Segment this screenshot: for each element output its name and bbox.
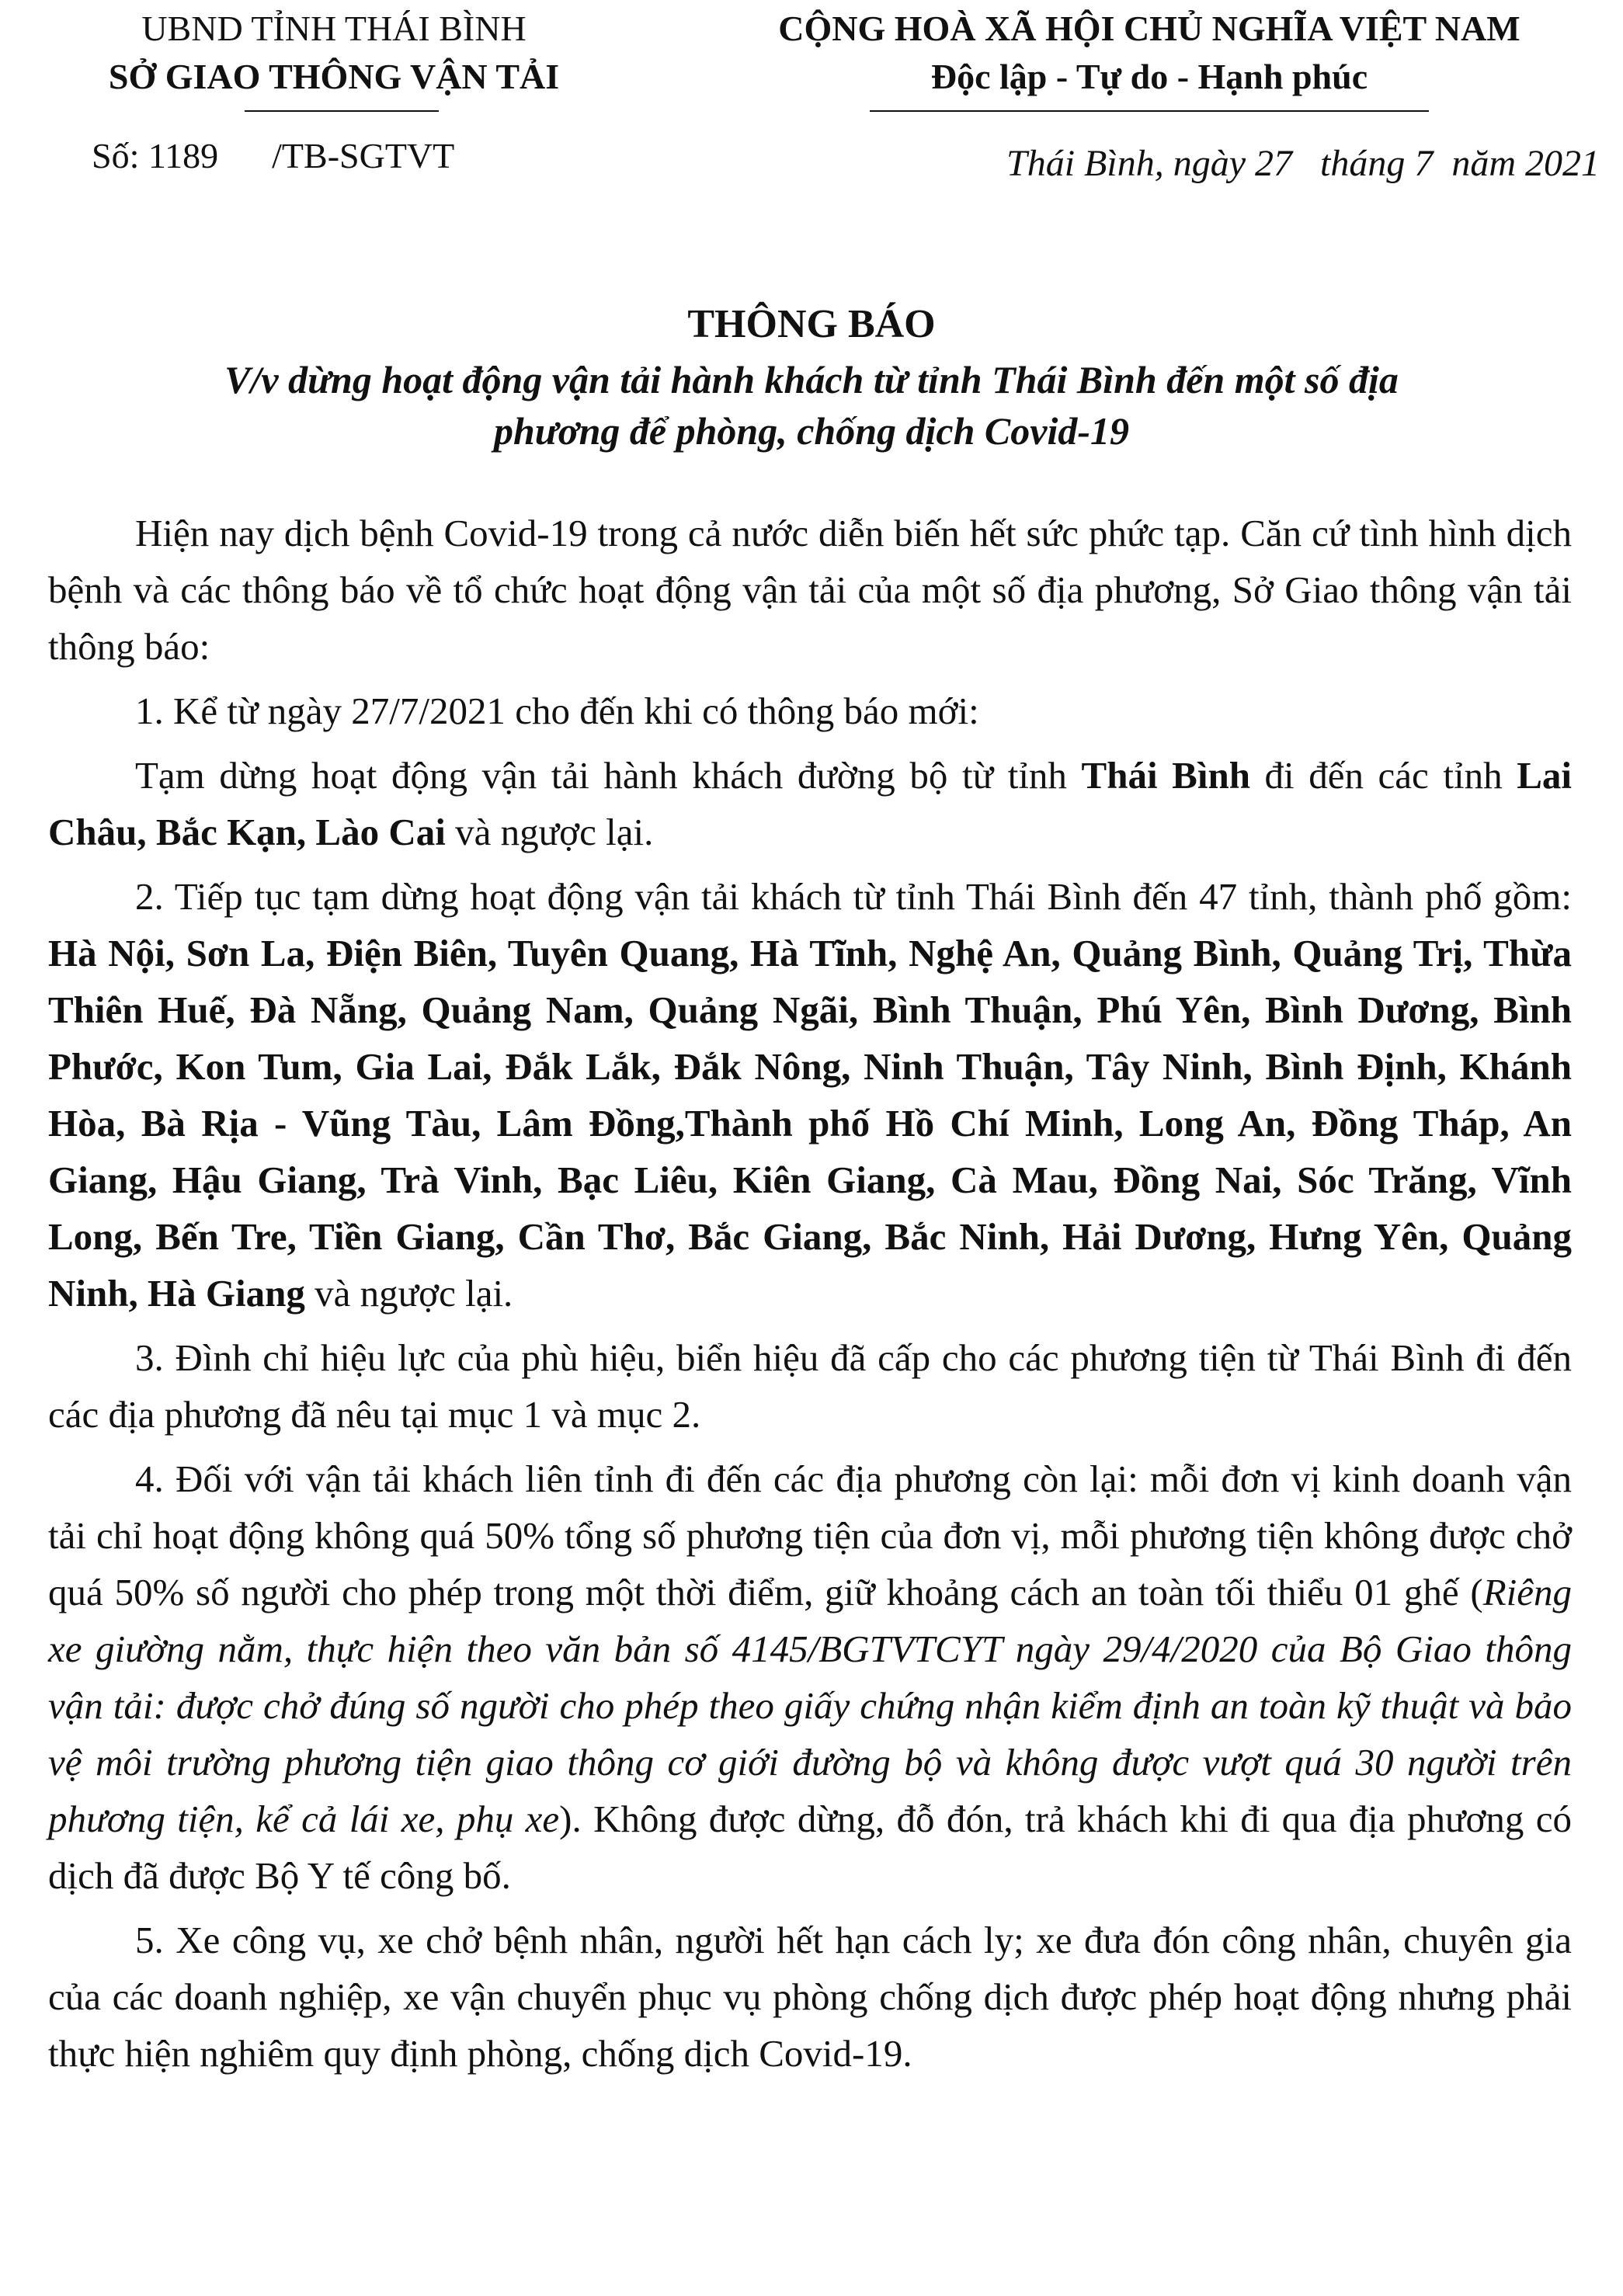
item-1-heading: 1. Kể từ ngày 27/7/2021 cho đến khi có thông báo mới: (135, 689, 979, 732)
document-number: Số: 1189 /TB-SGTVT (92, 136, 455, 175)
item-1-text-e: và ngược lại. (445, 811, 654, 853)
item-1-text-a: Tạm dừng hoạt động vận tải hành khách đường bộ từ tỉnh (135, 754, 1082, 797)
issuing-authority (31, 5, 637, 101)
item-2-text-c: và ngược lại. (304, 1272, 513, 1315)
place-and-date: Thái Bình, ngày 27 tháng 7 năm 2021 (1006, 143, 1600, 184)
parent-organization: UBND TỈNH THÁI BÌNH (141, 9, 527, 48)
national-motto: Độc lập - Tự do - Hạnh phúc (930, 57, 1368, 96)
subject-line-1: V/v dừng hoạt động vận tải hành khách từ tỉnh Thái Bình đến một số địa (224, 358, 1399, 401)
motto-underline (870, 110, 1429, 112)
item-1-content (48, 747, 1572, 860)
national-title (691, 5, 1607, 101)
item-1-province: Thái Bình (1081, 754, 1250, 797)
item-4-paragraph (48, 1450, 1572, 1904)
item-4-sleeper-bus-note: Riêng xe giường nằm, thực hiện theo văn bản số 4145/BGTVTCYT ngày 29/4/2020 của Bộ Giao thông vận tải: được chở đúng số người cho phép theo giấy chứng nhận kiểm định an toàn kỹ thuật và bảo vệ môi trường phương tiện giao thông cơ giới đường bộ và không được vượt quá 30 người trên phương tiện, kể cả lái xe, phụ xe (48, 1571, 1572, 1840)
document-title: THÔNG BÁO (687, 302, 936, 346)
organization-name: SỞ GIAO THÔNG VẬN TẢI (108, 57, 560, 96)
subject-line-2: phương để phòng, chống dịch Covid-19 (494, 409, 1129, 453)
item-5-paragraph: 5. Xe công vụ, xe chở bệnh nhân, người hết hạn cách ly; xe đưa đón công nhân, chuyên gia của các doanh nghiệp, xe vận chuyển phục vụ phòng chống dịch được phép hoạt động nhưng phải thực hiện nghiêm quy định phòng, chống dịch Covid-19. (48, 1919, 1572, 2075)
item-2-paragraph (48, 868, 1572, 1322)
document-subject (78, 354, 1545, 457)
item-3-paragraph: 3. Đình chỉ hiệu lực của phù hiệu, biển hiệu đã cấp cho các phương tiện từ Thái Bình đi đến các địa phương đã nêu tại mục 1 và mục 2. (48, 1336, 1572, 1436)
item-2-text-a: 2. Tiếp tục tạm dừng hoạt động vận tải khách từ tỉnh Thái Bình đến 47 tỉnh, thành phố gồm: (135, 875, 1572, 918)
org-underline (245, 110, 439, 112)
document-body (48, 505, 1572, 2089)
item-4-text-c: ). Không được dừng, đỗ đón, trả khách khi đi qua địa phương có dịch đã được Bộ Y tế công bố. (48, 1798, 1572, 1897)
item-2-province-list: Hà Nội, Sơn La, Điện Biên, Tuyên Quang, Hà Tĩnh, Nghệ An, Quảng Bình, Quảng Trị, Thừa Thiên Huế, Đà Nẵng, Quảng Nam, Quảng Ngãi, Bình Thuận, Phú Yên, Bình Dương, Bình Phước, Kon Tum, Gia Lai, Đắk Lắk, Đắk Nông, Ninh Thuận, Tây Ninh, Bình Định, Khánh Hòa, Bà Rịa - Vũng Tàu, Lâm Đồng,Thành phố Hồ Chí Minh, Long An, Đồng Tháp, An Giang, Hậu Giang, Trà Vinh, Bạc Liêu, Kiên Giang, Cà Mau, Đồng Nai, Sóc Trăng, Vĩnh Long, Bến Tre, Tiền Giang, Cần Thơ, Bắc Giang, Bắc Ninh, Hải Dương, Hưng Yên, Quảng Ninh, Hà Giang (48, 932, 1572, 1315)
nation-name: CỘNG HOÀ XÃ HỘI CHỦ NGHĨA VIỆT NAM (778, 9, 1520, 48)
item-1-text-c: đi đến các tỉnh (1249, 754, 1517, 797)
intro-paragraph: Hiện nay dịch bệnh Covid-19 trong cả nước diễn biến hết sức phức tạp. Căn cứ tình hình dịch bệnh và các thông báo về tổ chức hoạt động vận tải của một số địa phương, Sở Giao thông vận tải thông báo: (48, 512, 1572, 668)
item-4-text-a: 4. Đối với vận tải khách liên tỉnh đi đến các địa phương còn lại: mỗi đơn vị kinh doanh vận tải chỉ hoạt động không quá 50% tổng số phương tiện của đơn vị, mỗi phương tiện không được chở quá 50% số người cho phép trong một thời điểm, giữ khoảng cách an toàn tối thiểu 01 ghế ( (48, 1457, 1572, 1613)
item-1-destinations: Lai Châu, Bắc Kạn, Lào Cai (48, 754, 1572, 853)
